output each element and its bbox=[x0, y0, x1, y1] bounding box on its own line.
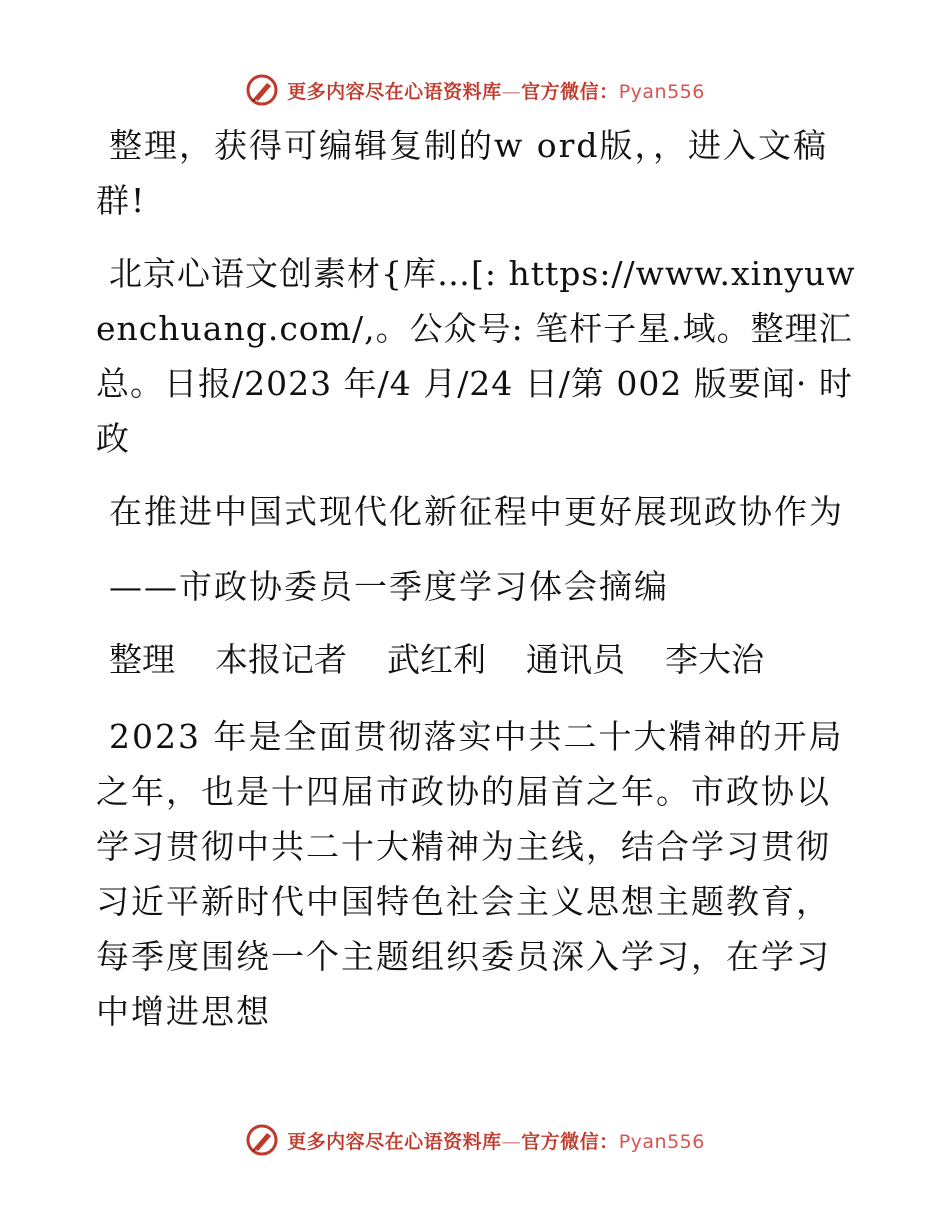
byline bbox=[109, 632, 856, 687]
banner-main-text: 更多内容尽在心语资料库 bbox=[287, 1130, 502, 1153]
banner-text bbox=[287, 77, 705, 104]
banner-separator: — bbox=[501, 1130, 522, 1153]
document-body bbox=[96, 118, 856, 1057]
banner-handle: Pyan556 bbox=[618, 1130, 705, 1153]
banner-main-text: 更多内容尽在心语资料库 bbox=[287, 80, 502, 103]
byline-role: 整理 bbox=[109, 640, 175, 679]
body-paragraph: 2023 年是全面贯彻落实中共二十大精神的开局之年，也是十四届市政协的届首之年。市政协以学习贯彻中共二十大精神为主线，结合学习贯彻习近平新时代中国特色社会主义思想主题教育，每季度围绕一个主题组织委员深入学习，在学习中增进思想 bbox=[96, 717, 844, 1031]
byline-correspondent-label: 通讯员 bbox=[526, 640, 625, 679]
banner-separator: — bbox=[501, 80, 522, 103]
banner-text bbox=[287, 1127, 705, 1154]
byline-reporter-name: 武红利 bbox=[387, 640, 486, 679]
footer-banner bbox=[0, 1120, 950, 1160]
article-title: 在推进中国式现代化新征程中更好展现政协作为 bbox=[109, 492, 844, 531]
pen-logo-icon bbox=[245, 1123, 279, 1157]
pen-logo-icon bbox=[245, 73, 279, 107]
intro-paragraph: 整理，获得可编辑复制的w ord版，，进入文稿群! bbox=[96, 126, 829, 220]
banner-official-label: 官方微信： bbox=[521, 80, 619, 103]
byline-reporter-label: 本报记者 bbox=[215, 640, 347, 679]
source-paragraph: 北京心语文创素材{库…[: https://www.xinyuwenchuang.com/,。公众号: 笔杆子星.域。整理汇总。日报/2023 年/4 月/24 日/第 002 版要闻· 时政 bbox=[96, 254, 856, 458]
header-banner bbox=[0, 70, 950, 110]
article-subtitle: ——市政协委员一季度学习体会摘编 bbox=[109, 567, 669, 606]
byline-correspondent-name: 李大治 bbox=[665, 640, 764, 679]
banner-official-label: 官方微信： bbox=[521, 1130, 619, 1153]
banner-handle: Pyan556 bbox=[618, 80, 705, 103]
